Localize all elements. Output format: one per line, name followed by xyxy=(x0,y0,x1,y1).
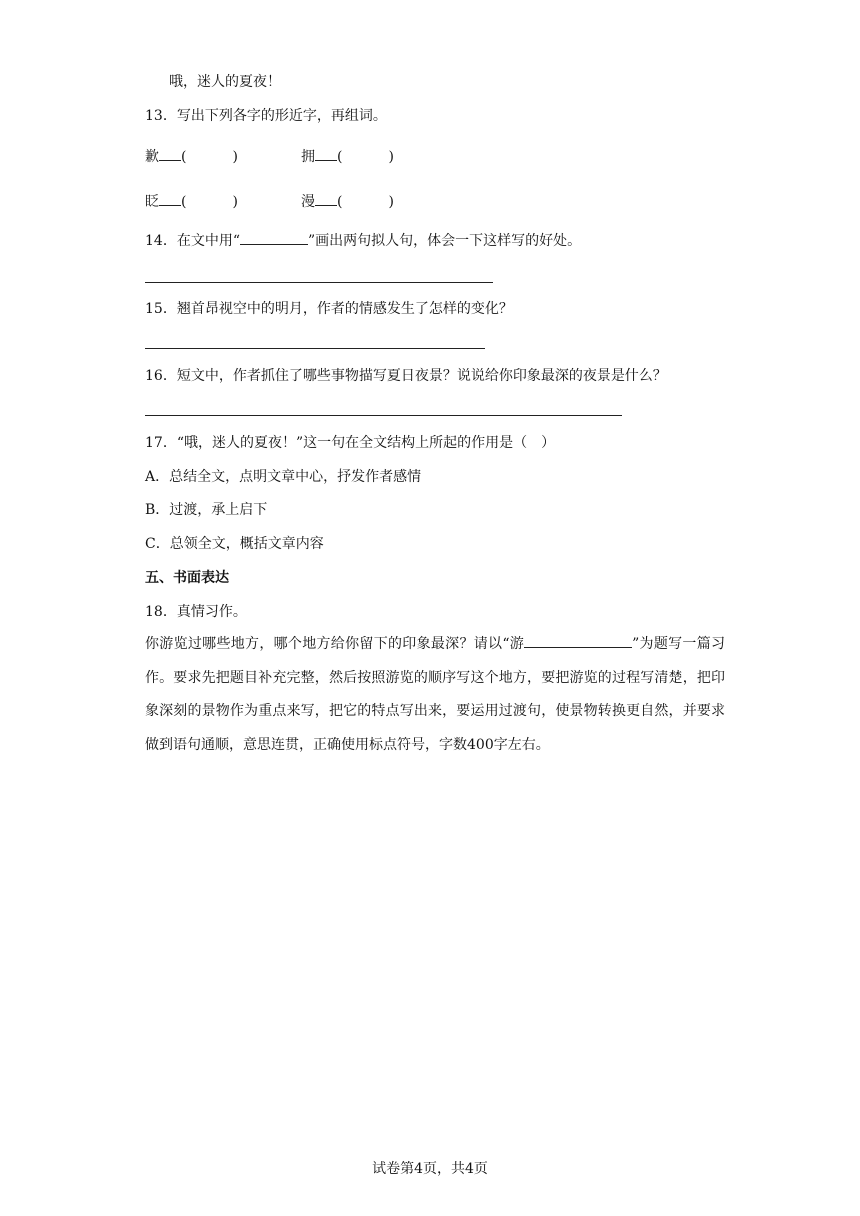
right-paren: ) xyxy=(388,194,394,210)
q13-char: 漫 xyxy=(301,194,315,210)
answer-blank[interactable] xyxy=(315,146,337,161)
q17-option-a[interactable]: A．总结全文，点明文章中心，抒发作者感情 xyxy=(145,469,422,485)
right-paren: ) xyxy=(232,149,238,165)
q18-stem: 18．真情习作。 xyxy=(145,604,247,620)
q18-body-post: ”为题写一篇习作。要求先把题目补充完整，然后按照游览的顺序写这个地方，要把游览的过程写清楚，把印象深刻的景物作为重点来写，把它的特点写出来，要运用过渡句，使景物转换更自然，并要求做到语句通顺，意思连贯，正确使用标点符号，字数400字左右。 xyxy=(145,636,725,753)
q17-option-c[interactable]: C．总领全文，概括文章内容 xyxy=(145,536,324,552)
q17-option-b[interactable]: B．过渡，承上启下 xyxy=(145,502,268,518)
q14-answer-line[interactable] xyxy=(145,282,493,283)
q16-answer-line[interactable] xyxy=(145,415,622,416)
q13-char: 眨 xyxy=(145,194,159,210)
q16-stem: 16．短文中，作者抓住了哪些事物描写夏日夜景？说说给你印象最深的夜景是什么？ xyxy=(145,368,667,384)
poem-last-line: 哦，迷人的夏夜！ xyxy=(169,74,281,90)
left-paren: ( xyxy=(181,194,187,210)
left-paren: ( xyxy=(337,194,343,210)
answer-blank[interactable] xyxy=(159,146,181,161)
right-paren: ) xyxy=(388,149,394,165)
q13-char: 歉 xyxy=(145,149,159,165)
q13-item-1[interactable] xyxy=(145,146,238,167)
q13-item-2[interactable] xyxy=(301,146,394,167)
q13-char: 拥 xyxy=(301,149,315,165)
section-5-title: 五、书面表达 xyxy=(145,570,229,586)
q13-item-4[interactable] xyxy=(301,191,394,212)
left-paren: ( xyxy=(181,149,187,165)
q17-stem: 17．“哦，迷人的夏夜！”这一句在全文结构上所起的作用是（ ） xyxy=(145,435,556,451)
title-blank[interactable] xyxy=(524,633,632,648)
q15-stem: 15．翘首昂视空中的明月，作者的情感发生了怎样的变化？ xyxy=(145,301,513,317)
underline-sample-blank xyxy=(240,230,308,245)
q15-answer-line[interactable] xyxy=(145,348,485,349)
q18-body-pre: 你游览过哪些地方，哪个地方给你留下的印象最深？请以“游 xyxy=(145,636,525,652)
q14-text-post: ”画出两句拟人句，体会一下这样写的好处。 xyxy=(307,233,582,249)
q14-text-pre: 14．在文中用“ xyxy=(145,233,240,249)
q18-body xyxy=(145,628,725,762)
answer-blank[interactable] xyxy=(315,191,337,206)
right-paren: ) xyxy=(232,194,238,210)
answer-blank[interactable] xyxy=(159,191,181,206)
left-paren: ( xyxy=(337,149,343,165)
q13-stem: 13．写出下列各字的形近字，再组词。 xyxy=(145,108,387,124)
q14-stem xyxy=(145,230,581,251)
q13-item-3[interactable] xyxy=(145,191,238,212)
page-footer: 试卷第4页，共4页 xyxy=(372,1161,488,1177)
